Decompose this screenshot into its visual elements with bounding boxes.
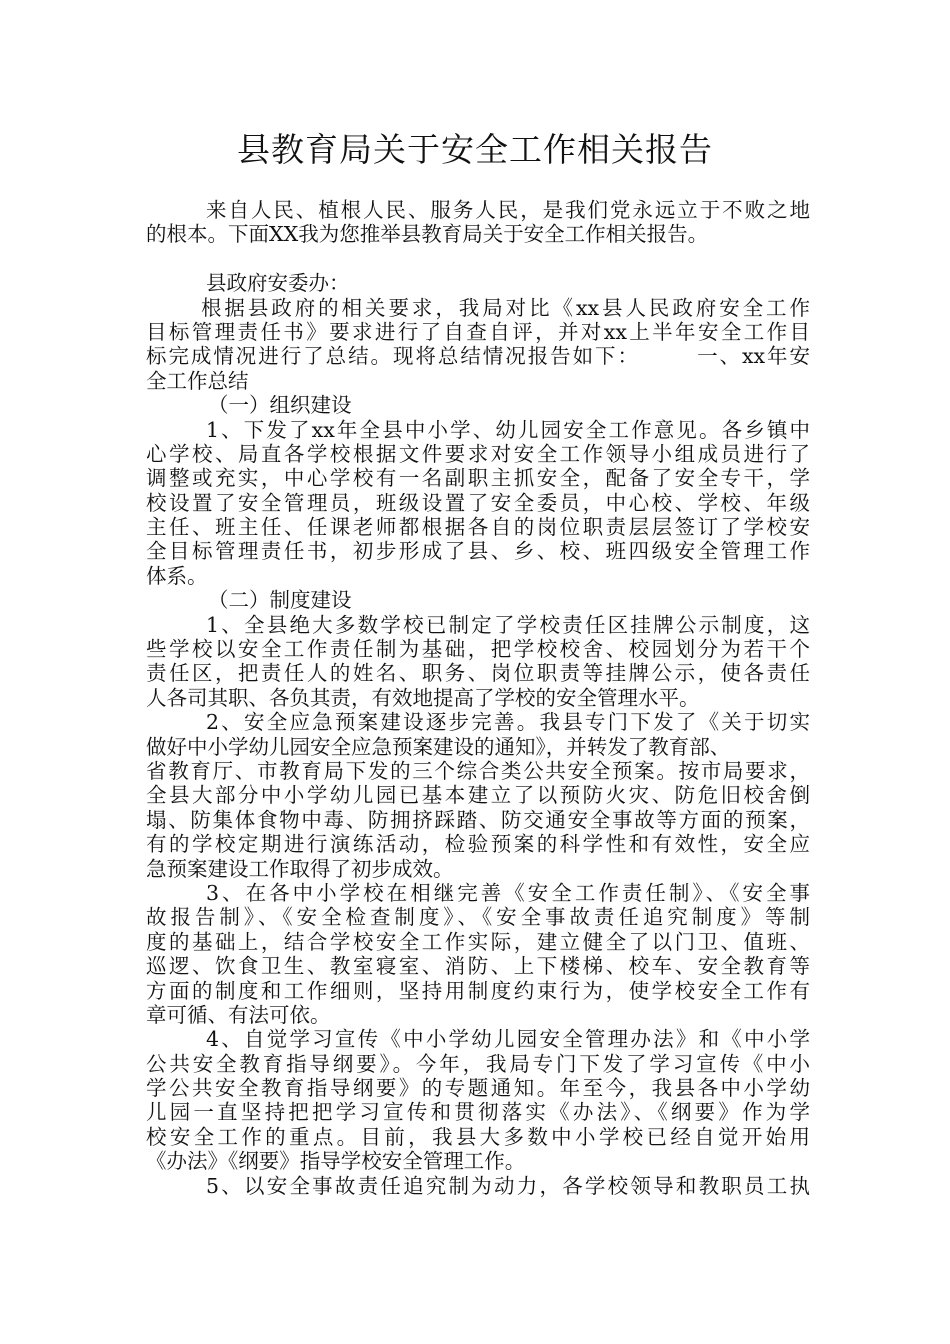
body-line: 方面的制度和工作细则，坚持用制度约束行为，使学校安全工作有	[146, 978, 810, 1003]
document-body	[146, 198, 810, 1198]
body-line: 责任区，把责任人的姓名、职务、岗位职责等挂牌公示，使各责任	[146, 661, 810, 686]
body-line: 全目标管理责任书，初步形成了县、乡、校、班四级安全管理工作	[146, 539, 810, 564]
body-line: 章可循、有法可依。	[146, 1002, 331, 1027]
body-line: 校设置了安全管理员，班级设置了安全委员，中心校、学校、年级	[146, 490, 810, 515]
body-line: 调整或充实，中心学校有一名副职主抓安全，配备了安全专干，学	[146, 466, 810, 491]
section-heading: （二）制度建设	[208, 588, 352, 613]
body-line: 些学校以安全工作责任制为基础，把学校校舍、校园划分为若干个	[146, 637, 810, 662]
body-line: 体系。	[146, 563, 208, 588]
body-line: 的根本。下面XX我为您推举县教育局关于安全工作相关报告。	[146, 222, 709, 247]
body-line: 学公共安全教育指导纲要》的专题通知。年至今，我县各中小学幼	[146, 1076, 810, 1101]
body-line: 5、以安全事故责任追究制为动力，各学校领导和教职员工执	[206, 1173, 810, 1198]
body-line: 标完成情况进行了总结。现将总结情况报告如下： 一、xx年安	[146, 344, 810, 369]
body-line: 4、自觉学习宣传《中小学幼儿园安全管理办法》和《中小学	[206, 1027, 810, 1052]
body-line: 根据县政府的相关要求，我局对比《xx县人民政府安全工作	[201, 295, 810, 320]
body-line: 1、全县绝大多数学校已制定了学校责任区挂牌公示制度，这	[206, 612, 810, 637]
body-line: 儿园一直坚持把把学习宣传和贯彻落实《办法》、《纲要》作为学	[146, 1100, 810, 1125]
body-line: 巡逻、饮食卫生、教室寝室、消防、上下楼梯、校车、安全教育等	[146, 954, 810, 979]
body-line: 公共安全教育指导纲要》。今年，我局专门下发了学习宣传《中小	[146, 1051, 810, 1076]
body-line: 心学校、局直各学校根据文件要求对安全工作领导小组成员进行了	[146, 441, 810, 466]
body-line: 全县大部分中小学幼儿园已基本建立了以预防火灾、防危旧校舍倒	[146, 783, 810, 808]
body-line: 做好中小学幼儿园安全应急预案建设的通知》，并转发了教育部、	[146, 734, 731, 759]
body-line: 2、安全应急预案建设逐步完善。我县专门下发了《关于切实	[206, 710, 810, 735]
addressee-line: 县政府安委办：	[206, 271, 350, 296]
body-line: 1、下发了xx年全县中小学、幼儿园安全工作意见。各乡镇中	[206, 417, 810, 442]
body-line: 目标管理责任书》要求进行了自查自评，并对xx上半年安全工作目	[146, 319, 810, 344]
section-heading: （一）组织建设	[208, 393, 352, 418]
body-line: 故报告制》、《安全检查制度》、《安全事故责任追究制度》等制	[146, 905, 810, 930]
body-line: 人各司其职、各负其责，有效地提高了学校的安全管理水平。	[146, 685, 700, 710]
body-line: 度的基础上，结合学校安全工作实际，建立健全了以门卫、值班、	[146, 929, 810, 954]
body-line: 全工作总结	[146, 368, 249, 393]
document-title: 县教育局关于安全工作相关报告	[237, 130, 713, 169]
body-line: 《办法》《纲要》指导学校安全管理工作。	[146, 1149, 526, 1174]
body-line: 塌、防集体食物中毒、防拥挤踩踏、防交通安全事故等方面的预案，	[146, 807, 810, 832]
body-line: 有的学校定期进行演练活动，检验预案的科学性和有效性，安全应	[146, 832, 810, 857]
body-line: 来自人民、植根人民、服务人民，是我们党永远立于不败之地	[206, 198, 810, 222]
body-line: 主任、班主任、任课老师都根据各自的岗位职责层层签订了学校安	[146, 515, 810, 540]
blank-line	[146, 247, 810, 271]
body-line: 校安全工作的重点。目前，我县大多数中小学校已经自觉开始用	[146, 1124, 810, 1149]
body-line: 省教育厅、市教育局下发的三个综合类公共安全预案。按市局要求，	[146, 758, 810, 783]
body-line: 急预案建设工作取得了初步成效。	[146, 856, 454, 881]
body-line: 3、在各中小学校在相继完善《安全工作责任制》、《安全事	[206, 880, 810, 905]
